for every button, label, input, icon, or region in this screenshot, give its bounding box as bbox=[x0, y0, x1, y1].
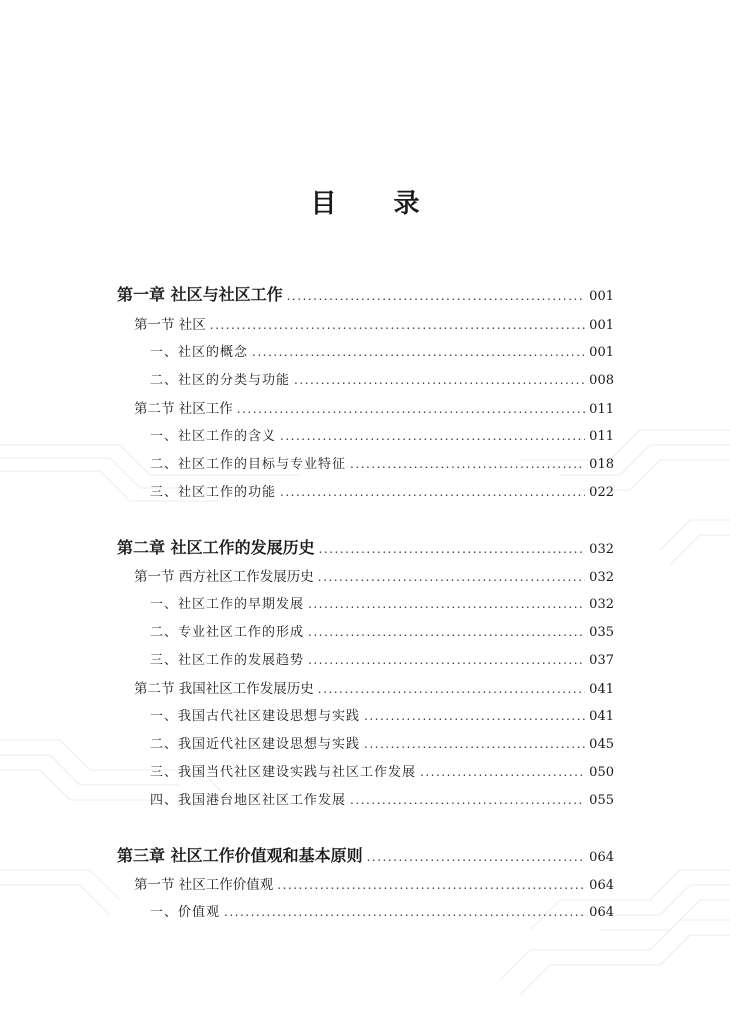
toc-page-number: 001 bbox=[589, 289, 614, 304]
toc-leader-dots bbox=[224, 905, 585, 919]
toc-entry-title: 第二节 我国社区工作发展历史 bbox=[134, 681, 314, 697]
toc-entry-title: 二、我国近代社区建设思想与实践 bbox=[150, 737, 361, 752]
toc-page-number: 035 bbox=[589, 625, 614, 640]
toc-leader-dots bbox=[319, 542, 586, 556]
toc-page-number: 011 bbox=[589, 429, 614, 444]
toc-subsection[interactable] bbox=[117, 341, 614, 360]
toc-entry-title: 第一节 社区 bbox=[134, 317, 206, 333]
toc-leader-dots bbox=[308, 597, 585, 611]
toc-leader-dots bbox=[280, 429, 585, 443]
toc-subsection[interactable] bbox=[117, 369, 614, 388]
toc-page-number: 001 bbox=[589, 318, 614, 333]
toc-page-number: 032 bbox=[589, 542, 614, 557]
toc-leader-dots bbox=[420, 765, 585, 779]
toc-page-number: 064 bbox=[589, 850, 614, 865]
toc-entry-title: 二、社区的分类与功能 bbox=[150, 373, 291, 388]
toc-entry-title: 三、我国当代社区建设实践与社区工作发展 bbox=[150, 765, 417, 780]
toc-page-number: 037 bbox=[589, 653, 614, 668]
toc-subsection[interactable] bbox=[117, 789, 614, 808]
toc-subsection[interactable] bbox=[117, 733, 614, 752]
toc-leader-dots bbox=[280, 485, 585, 499]
toc-section[interactable] bbox=[117, 397, 614, 417]
toc-section[interactable] bbox=[117, 677, 614, 697]
toc-leader-dots bbox=[364, 737, 585, 751]
toc-page-number: 050 bbox=[589, 765, 614, 780]
toc-entry-title: 第一节 西方社区工作发展历史 bbox=[134, 569, 314, 585]
toc-entry-title: 一、我国古代社区建设思想与实践 bbox=[150, 709, 361, 724]
toc-entry-title: 第二章 社区工作的发展历史 bbox=[117, 538, 315, 557]
toc-page-number: 001 bbox=[589, 345, 614, 360]
toc-chapter-2[interactable] bbox=[117, 535, 614, 558]
toc-entry-title: 一、社区工作的早期发展 bbox=[150, 597, 305, 612]
toc-subsection[interactable] bbox=[117, 705, 614, 724]
page-title: 目 录 bbox=[310, 189, 444, 219]
toc-leader-dots bbox=[308, 653, 585, 667]
toc-leader-dots bbox=[210, 318, 585, 332]
toc-page-number: 022 bbox=[589, 485, 614, 500]
toc-section[interactable] bbox=[117, 873, 614, 893]
toc-subsection[interactable] bbox=[117, 593, 614, 612]
toc-entry-title: 一、价值观 bbox=[150, 905, 221, 920]
toc-leader-dots bbox=[367, 850, 586, 864]
toc-page-number: 032 bbox=[589, 597, 614, 612]
toc-page-number: 032 bbox=[589, 570, 614, 585]
toc-subsection[interactable] bbox=[117, 425, 614, 444]
toc-page-number: 045 bbox=[589, 737, 614, 752]
toc-leader-dots bbox=[237, 402, 585, 416]
toc-leader-dots bbox=[350, 793, 585, 807]
toc-entry-title: 一、社区的概念 bbox=[150, 345, 249, 360]
toc-subsection[interactable] bbox=[117, 649, 614, 668]
toc-leader-dots bbox=[252, 345, 585, 359]
toc-subsection[interactable] bbox=[117, 621, 614, 640]
toc-subsection[interactable] bbox=[117, 901, 614, 920]
toc-subsection[interactable] bbox=[117, 761, 614, 780]
toc-leader-dots bbox=[287, 289, 586, 303]
toc-page-number: 064 bbox=[589, 905, 614, 920]
toc-entry-title: 三、社区工作的发展趋势 bbox=[150, 653, 305, 668]
toc-subsection[interactable] bbox=[117, 453, 614, 472]
toc-entry-title: 一、社区工作的含义 bbox=[150, 429, 277, 444]
toc-subsection[interactable] bbox=[117, 481, 614, 500]
toc-leader-dots bbox=[350, 457, 585, 471]
toc-leader-dots bbox=[294, 373, 585, 387]
toc-entry-title: 第一章 社区与社区工作 bbox=[117, 285, 283, 304]
toc-entry-title: 二、社区工作的目标与专业特征 bbox=[150, 457, 347, 472]
toc-section[interactable] bbox=[117, 313, 614, 333]
toc-leader-dots bbox=[308, 625, 585, 639]
toc-leader-dots bbox=[318, 682, 585, 696]
toc-page-number: 011 bbox=[589, 402, 614, 417]
toc-entry-title: 四、我国港台地区社区工作发展 bbox=[150, 793, 347, 808]
toc-leader-dots bbox=[277, 878, 585, 892]
toc-chapter-3[interactable] bbox=[117, 843, 614, 866]
toc-page-number: 018 bbox=[589, 457, 614, 472]
toc-section[interactable] bbox=[117, 565, 614, 585]
toc-entry-title: 第二节 社区工作 bbox=[134, 401, 233, 417]
toc-page-number: 064 bbox=[589, 878, 614, 893]
toc-entry-title: 三、社区工作的功能 bbox=[150, 485, 277, 500]
toc-page-number: 008 bbox=[589, 373, 614, 388]
toc-page-number: 041 bbox=[589, 709, 614, 724]
toc-page-number: 041 bbox=[589, 682, 614, 697]
toc-entry-title: 第一节 社区工作价值观 bbox=[134, 877, 274, 893]
toc-leader-dots bbox=[318, 570, 585, 584]
toc-entry-title: 二、专业社区工作的形成 bbox=[150, 625, 305, 640]
toc-chapter-1[interactable] bbox=[117, 282, 614, 305]
toc-entry-title: 第三章 社区工作价值观和基本原则 bbox=[117, 846, 363, 865]
toc-page-number: 055 bbox=[589, 793, 614, 808]
toc-leader-dots bbox=[364, 709, 585, 723]
